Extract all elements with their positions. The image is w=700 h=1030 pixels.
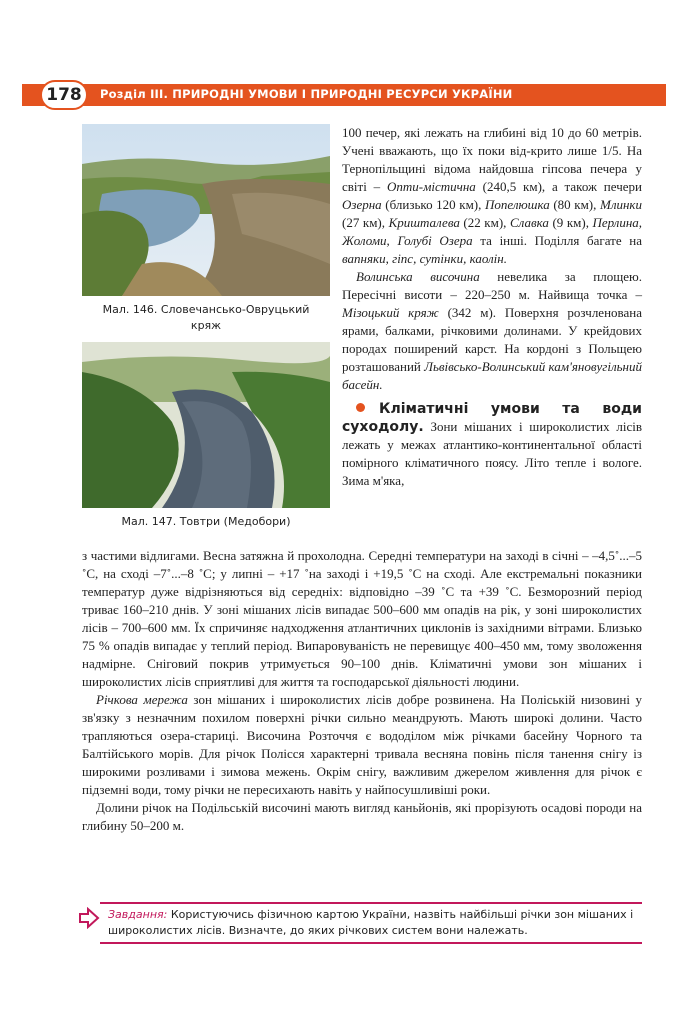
figure-147-caption: Мал. 147. Товтри (Медобори)	[121, 515, 291, 528]
figure-146-caption-line2: кряж	[190, 319, 222, 332]
section-title: Розділ ІІІ. ПРИРОДНІ УМОВИ І ПРИРОДНІ РЕСУРСИ УКРАЇНИ	[100, 87, 513, 101]
volyn-upland-paragraph: Волинська височина невелика за площею. Пересічні висоти – 220–250 м. Найвища точка – Мізоцький кряж (342 м). Поверхня розчленована ярами, балками, річковими долинами. У крейдових породах поширений карст. На кордоні з Польщею розташований Львівсько-Волинський кам'яновугільний басейн.	[342, 269, 642, 392]
right-column-text	[342, 124, 642, 490]
full-width-text	[82, 547, 642, 835]
task-arrow-icon	[78, 907, 100, 929]
figure-146-caption-line1: Мал. 146. Словечансько-Овруцький	[102, 303, 310, 316]
river-network-paragraph: Річкова мережа зон мішаних і широколистих лісів добре розвинена. На Поліській низовині у зв'язку з незначним похилом поверхні річки сильно меандрують. Мають широкі долини. Часто трапляються озера-стариці. Височина Розточчя є вододілом між річками басейну Чорного та Балтійського морів. Для річок Полісся характерні тривала весняна повінь після танення снігу із широкими розливами і зимова межень. Окрім снігу, важливим джерелом живлення для річок є підземні води, тому річки не пересихають навіть у найпосушливіші роки.	[82, 692, 643, 797]
photo-slovechansko-ovrutskyi-ridge	[82, 124, 330, 296]
cave-paragraph: 100 печер, які лежать на глибині від 10 до 60 метрів. Учені вважають, що їх поки від-крито лише 1/5. На Тернопільщині відома найдовша гіпсова печера у світі – Опти-містична (240,5 км), а також печери Озерна (близько 120 км), Попелюшка (80 км), Млинки (27 км), Кришталева (22 км), Славка (9 км), Перлина, Жоломи, Голубі Озера та інші. Поділля багате на вапняки, гіпс, сутінки, каолін.	[342, 125, 643, 266]
river-valleys-paragraph: Долини річок на Подільській височині мають вигляд каньйонів, які прорізують осадові породи на глибину 50–200 м.	[82, 800, 642, 833]
task-label: Завдання:	[108, 908, 168, 921]
page-number: 178	[40, 80, 88, 110]
climate-paragraph: з частими відлигами. Весна затяжна й прохолодна. Середні температури на заході в січні – –4,5˚...–5 ˚С, на сході –7˚...–8 ˚С; у липні – +17 ˚на заході і +19,5 ˚С на сході. Але екстремальні показники температур дуже відрізняються від середніх: відповідно –39 ˚С та +39 ˚С. Безморозний період триває 160–210 днів. У зоні мішаних лісів випадає 500–600 мм опадів на рік, у зоні широколистих лісів – 700–600 мм. Їх спричиняє надходження атлантичних циклонів із західними вітрами. Близько 75 % опадів випадає у теплий період. Випаровуваність не перевищує 400–450 мм, тому зволоження надмірне. Сніговий покрив утримується 90–100 днів. Кліматичні умови зон мішаних і широколистих лісів сприятливі для життя та господарської діяльності людини.	[82, 548, 642, 689]
photo-tovtry-medobory	[82, 342, 330, 508]
task-text: Користуючись фізичною картою України, назвіть найбільші річки зон мішаних і широколистих лісів. Визначте, до яких річкових систем вони належать.	[108, 908, 634, 937]
climate-section-heading: Кліматичні умови та води суходолу.	[342, 401, 642, 435]
climate-section-paragraph: Кліматичні умови та води суходолу. Зони мішаних і широколистих лісів лежать у межах атлантико-континентальної області помірного кліматичного поясу. Літо тепле і вологе. Зима м'яка,	[342, 401, 642, 488]
figure-146-caption	[82, 302, 330, 334]
task-box	[100, 902, 642, 944]
section-bullet-icon	[356, 403, 365, 412]
